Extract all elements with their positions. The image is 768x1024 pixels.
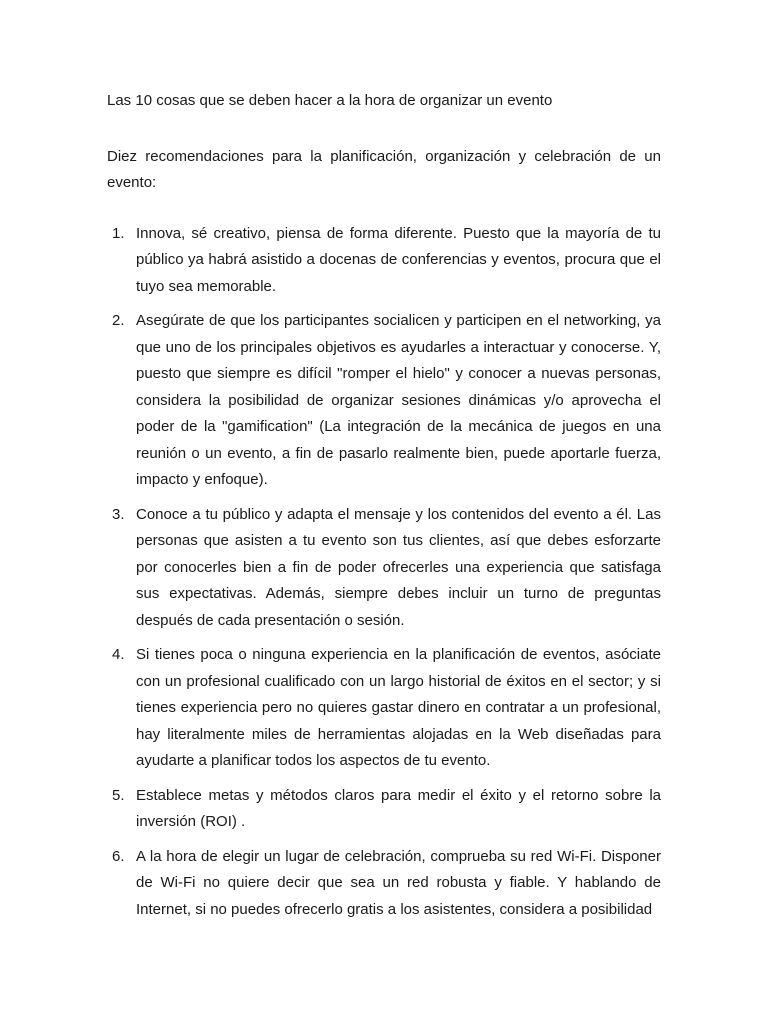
list-item-text: Conoce a tu público y adapta el mensaje y los contenidos del evento a él. Las personas que asisten a tu evento son tus clientes, así que debes esforzarte por conocerles bien a fin de poder ofrecerles una experiencia que satisfaga sus expectativas. Además, siempre debes incluir un turno de preguntas después de cada presentación o sesión. [136, 505, 661, 629]
list-item-text: Asegúrate de que los participantes socialicen y participen en el networking, ya que uno de los principales objetivos es ayudarles a interactuar y conocerse. Y, puesto que siempre es difícil "romper el hielo" y conocer a nuevas personas, considera la posibilidad de organizar sesiones dinámicas y/o aprovecha el poder de la "gamification" (La integración de la mecánica de juegos en una reunión o un evento, a fin de pasarlo realmente bien, puede aportarle fuerza, impacto y enfoque). [136, 312, 661, 488]
document-title: Las 10 cosas que se deben hacer a la hora de organizar un evento [107, 92, 553, 109]
list-item [107, 844, 661, 924]
list-item [107, 642, 661, 775]
list-item-number: 1. [112, 224, 125, 242]
list-item-number: 2. [112, 312, 125, 329]
list-item-number: 3. [112, 505, 125, 523]
document-page [107, 88, 661, 931]
list-item-text: Si tienes poca o ninguna experiencia en la planificación de eventos, asóciate con un profesional cualificado con un largo historial de éxitos en el sector; y si tienes experiencia pero no quieres gastar dinero en contratar a un profesional, hay literalmente miles de herramientas alojadas en la Web diseñadas para ayudarte a planificar todos los aspectos de tu evento. [136, 646, 661, 769]
list-item [107, 502, 661, 635]
list-item [107, 783, 661, 836]
list-item [107, 308, 661, 494]
list-item-number: 6. [112, 847, 125, 865]
recommendations-list [107, 221, 661, 924]
list-item-text: Innova, sé creativo, piensa de forma diferente. Puesto que la mayoría de tu público ya habrá asistido a docenas de conferencias y eventos, procura que el tuyo sea memorable. [136, 224, 661, 295]
list-item-text: A la hora de elegir un lugar de celebración, comprueba su red Wi-Fi. Disponer de Wi-Fi no quiere decir que sea un red robusta y fiable. Y hablando de Internet, si no puedes ofrecerlo gratis a los asistentes, considera a posibilidad [136, 847, 661, 918]
intro-paragraph: Diez recomendaciones para la planificación, organización y celebración de un evento: [107, 147, 661, 191]
list-item-number: 4. [112, 646, 125, 663]
list-item-text: Establece metas y métodos claros para medir el éxito y el retorno sobre la inversión (ROI) . [136, 786, 661, 830]
list-item [107, 221, 661, 301]
list-item-number: 5. [112, 786, 125, 804]
